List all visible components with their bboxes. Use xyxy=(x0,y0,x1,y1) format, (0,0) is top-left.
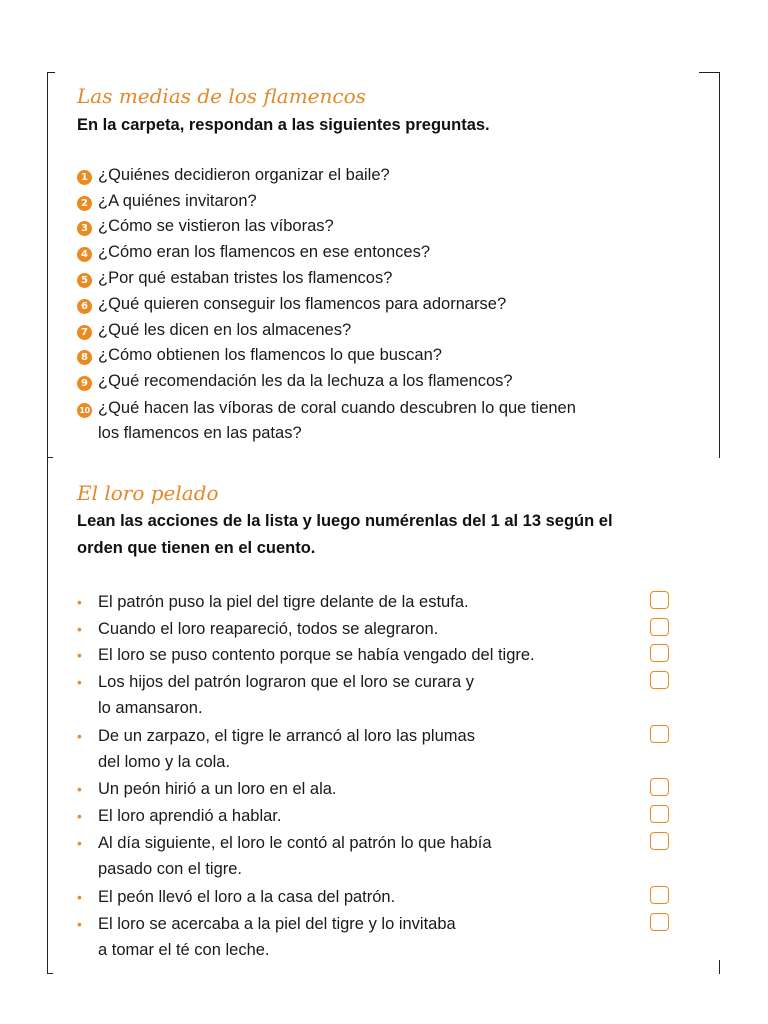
order-number-box[interactable] xyxy=(650,644,669,662)
section-title-flamencos: Las medias de los flamencos xyxy=(77,84,366,108)
order-number-box[interactable] xyxy=(650,805,669,823)
frame-line xyxy=(47,72,55,73)
action-text-continued: lo amansaron. xyxy=(98,699,203,717)
order-number-box[interactable] xyxy=(650,725,669,743)
action-text: Un peón hirió a un loro en el ala. xyxy=(98,780,337,798)
question-text-continued: los flamencos en las patas? xyxy=(98,424,302,442)
order-number-box[interactable] xyxy=(650,778,669,796)
question-item xyxy=(77,318,351,343)
question-text: ¿Quiénes decidieron organizar el baile? xyxy=(98,166,390,184)
frame-line xyxy=(47,973,53,974)
bullet-icon: • xyxy=(77,835,82,851)
bullet-icon: • xyxy=(77,621,82,637)
action-text-continued: pasado con el tigre. xyxy=(98,860,243,878)
bullet-icon: • xyxy=(77,889,82,905)
frame-line xyxy=(719,960,720,974)
bullet-icon: • xyxy=(77,781,82,797)
question-item xyxy=(77,396,576,446)
action-item xyxy=(77,616,438,642)
action-text-continued: a tomar el té con leche. xyxy=(98,941,270,959)
instruction-flamencos: En la carpeta, respondan a las siguientes preguntas. xyxy=(77,116,490,134)
bullet-icon: • xyxy=(77,594,82,610)
question-item xyxy=(77,214,334,239)
question-text: ¿A quiénes invitaron? xyxy=(98,192,257,210)
action-item xyxy=(77,911,456,963)
question-text: ¿Qué recomendación les da la lechuza a los flamencos? xyxy=(98,372,513,390)
action-item xyxy=(77,776,337,802)
question-text: ¿Cómo obtienen los flamencos lo que buscan? xyxy=(98,346,442,364)
action-text: El loro se puso contento porque se había vengado del tigre. xyxy=(98,646,535,664)
question-text: ¿Qué quieren conseguir los flamencos para adornarse? xyxy=(98,295,507,313)
order-number-box[interactable] xyxy=(650,591,669,609)
action-item xyxy=(77,803,281,829)
number-badge: 6 xyxy=(77,299,92,314)
action-item xyxy=(77,642,535,668)
number-badge: 5 xyxy=(77,273,92,288)
section-title-loro: El loro pelado xyxy=(77,481,219,505)
instruction-line: Lean las acciones de la lista y luego numérenlas del 1 al 13 según el xyxy=(77,512,613,530)
question-text: ¿Por qué estaban tristes los flamencos? xyxy=(98,269,393,287)
number-badge: 9 xyxy=(77,376,92,391)
question-text: ¿Qué hacen las víboras de coral cuando descubren lo que tienen xyxy=(98,399,576,417)
order-number-box[interactable] xyxy=(650,618,669,636)
action-item xyxy=(77,830,492,882)
question-item xyxy=(77,189,257,214)
bullet-icon: • xyxy=(77,647,82,663)
action-text: Al día siguiente, el loro le contó al patrón lo que había xyxy=(98,834,492,852)
question-text: ¿Qué les dicen en los almacenes? xyxy=(98,321,352,339)
number-badge: 2 xyxy=(77,196,92,211)
bullet-icon: • xyxy=(77,674,82,690)
number-badge: 3 xyxy=(77,221,92,236)
order-number-box[interactable] xyxy=(650,832,669,850)
question-item xyxy=(77,163,390,188)
frame-line xyxy=(699,72,720,73)
question-item xyxy=(77,240,430,265)
action-item xyxy=(77,884,395,910)
question-item xyxy=(77,266,392,291)
action-item xyxy=(77,723,475,775)
bullet-icon: • xyxy=(77,808,82,824)
question-text: ¿Cómo eran los flamencos en ese entonces? xyxy=(98,243,431,261)
number-badge: 10 xyxy=(77,403,92,418)
action-item xyxy=(77,589,469,615)
number-badge: 1 xyxy=(77,170,92,185)
frame-line xyxy=(47,72,48,457)
action-text: El patrón puso la piel del tigre delante de la estufa. xyxy=(98,593,469,611)
instruction-loro xyxy=(77,508,613,562)
question-item xyxy=(77,343,442,368)
action-text: Cuando el loro reapareció, todos se alegraron. xyxy=(98,620,439,638)
question-text: ¿Cómo se vistieron las víboras? xyxy=(98,217,334,235)
action-text: Los hijos del patrón lograron que el loro se curara y xyxy=(98,673,475,691)
action-item xyxy=(77,669,474,721)
number-badge: 4 xyxy=(77,247,92,262)
frame-line xyxy=(47,458,48,974)
order-number-box[interactable] xyxy=(650,913,669,931)
question-item xyxy=(77,369,513,394)
instruction-line: orden que tienen en el cuento. xyxy=(77,539,316,557)
frame-line xyxy=(719,72,720,458)
number-badge: 7 xyxy=(77,325,92,340)
action-text-continued: del lomo y la cola. xyxy=(98,753,231,771)
order-number-box[interactable] xyxy=(650,886,669,904)
action-text: De un zarpazo, el tigre le arrancó al loro las plumas xyxy=(98,727,475,745)
number-badge: 8 xyxy=(77,350,92,365)
bullet-icon: • xyxy=(77,728,82,744)
order-number-box[interactable] xyxy=(650,671,669,689)
action-text: El loro aprendió a hablar. xyxy=(98,807,282,825)
action-text: El loro se acercaba a la piel del tigre y lo invitaba xyxy=(98,915,456,933)
bullet-icon: • xyxy=(77,916,82,932)
action-text: El peón llevó el loro a la casa del patrón. xyxy=(98,888,396,906)
question-item xyxy=(77,292,506,317)
